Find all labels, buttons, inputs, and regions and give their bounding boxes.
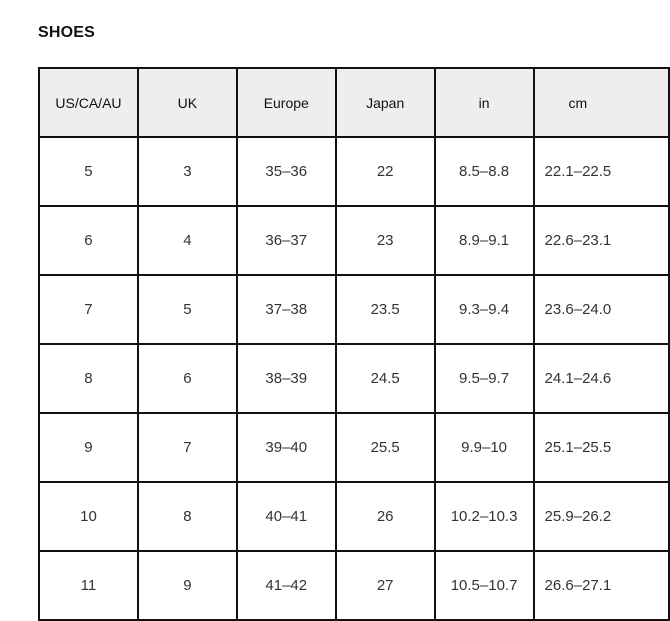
cell-cm: 23.6–24.0 xyxy=(534,275,669,344)
cell-uk: 5 xyxy=(138,275,237,344)
cell-in: 10.5–10.7 xyxy=(435,551,534,620)
section-title: SHOES xyxy=(38,24,96,41)
cell-europe: 40–41 xyxy=(237,482,336,551)
cell-cm: 25.9–26.2 xyxy=(534,482,669,551)
cell-us: 10 xyxy=(39,482,138,551)
cell-us: 9 xyxy=(39,413,138,482)
cell-in: 8.5–8.8 xyxy=(435,137,534,206)
cell-uk: 9 xyxy=(138,551,237,620)
cell-europe: 36–37 xyxy=(237,206,336,275)
cell-in: 9.3–9.4 xyxy=(435,275,534,344)
cell-cm: 26.6–27.1 xyxy=(534,551,669,620)
header-japan: Japan xyxy=(336,68,435,137)
cell-uk: 8 xyxy=(138,482,237,551)
table-row xyxy=(39,551,669,620)
table-row xyxy=(39,275,669,344)
cell-in: 9.9–10 xyxy=(435,413,534,482)
cell-in: 9.5–9.7 xyxy=(435,344,534,413)
cell-europe: 41–42 xyxy=(237,551,336,620)
cell-us: 6 xyxy=(39,206,138,275)
cell-japan: 22 xyxy=(336,137,435,206)
cell-us: 11 xyxy=(39,551,138,620)
cell-cm: 25.1–25.5 xyxy=(534,413,669,482)
cell-uk: 4 xyxy=(138,206,237,275)
cell-in: 8.9–9.1 xyxy=(435,206,534,275)
cell-europe: 37–38 xyxy=(237,275,336,344)
cell-uk: 6 xyxy=(138,344,237,413)
header-uk: UK xyxy=(138,68,237,137)
table-row xyxy=(39,344,669,413)
header-cm: cm xyxy=(534,68,669,137)
cell-europe: 35–36 xyxy=(237,137,336,206)
cell-japan: 23 xyxy=(336,206,435,275)
cell-japan: 26 xyxy=(336,482,435,551)
cell-us: 8 xyxy=(39,344,138,413)
size-chart-table xyxy=(38,67,670,621)
cell-cm: 22.6–23.1 xyxy=(534,206,669,275)
table-row xyxy=(39,413,669,482)
size-table-container[interactable] xyxy=(38,67,612,594)
cell-japan: 25.5 xyxy=(336,413,435,482)
header-europe: Europe xyxy=(237,68,336,137)
cell-us: 5 xyxy=(39,137,138,206)
cell-in: 10.2–10.3 xyxy=(435,482,534,551)
cell-uk: 3 xyxy=(138,137,237,206)
cell-cm: 22.1–22.5 xyxy=(534,137,669,206)
header-in: in xyxy=(435,68,534,137)
cell-europe: 39–40 xyxy=(237,413,336,482)
cell-japan: 27 xyxy=(336,551,435,620)
table-row xyxy=(39,137,669,206)
cell-japan: 23.5 xyxy=(336,275,435,344)
cell-europe: 38–39 xyxy=(237,344,336,413)
table-row xyxy=(39,206,669,275)
table-header-row xyxy=(39,68,669,137)
cell-japan: 24.5 xyxy=(336,344,435,413)
table-row xyxy=(39,482,669,551)
header-us-ca-au: US/CA/AU xyxy=(39,68,138,137)
cell-uk: 7 xyxy=(138,413,237,482)
cell-us: 7 xyxy=(39,275,138,344)
cell-cm: 24.1–24.6 xyxy=(534,344,669,413)
